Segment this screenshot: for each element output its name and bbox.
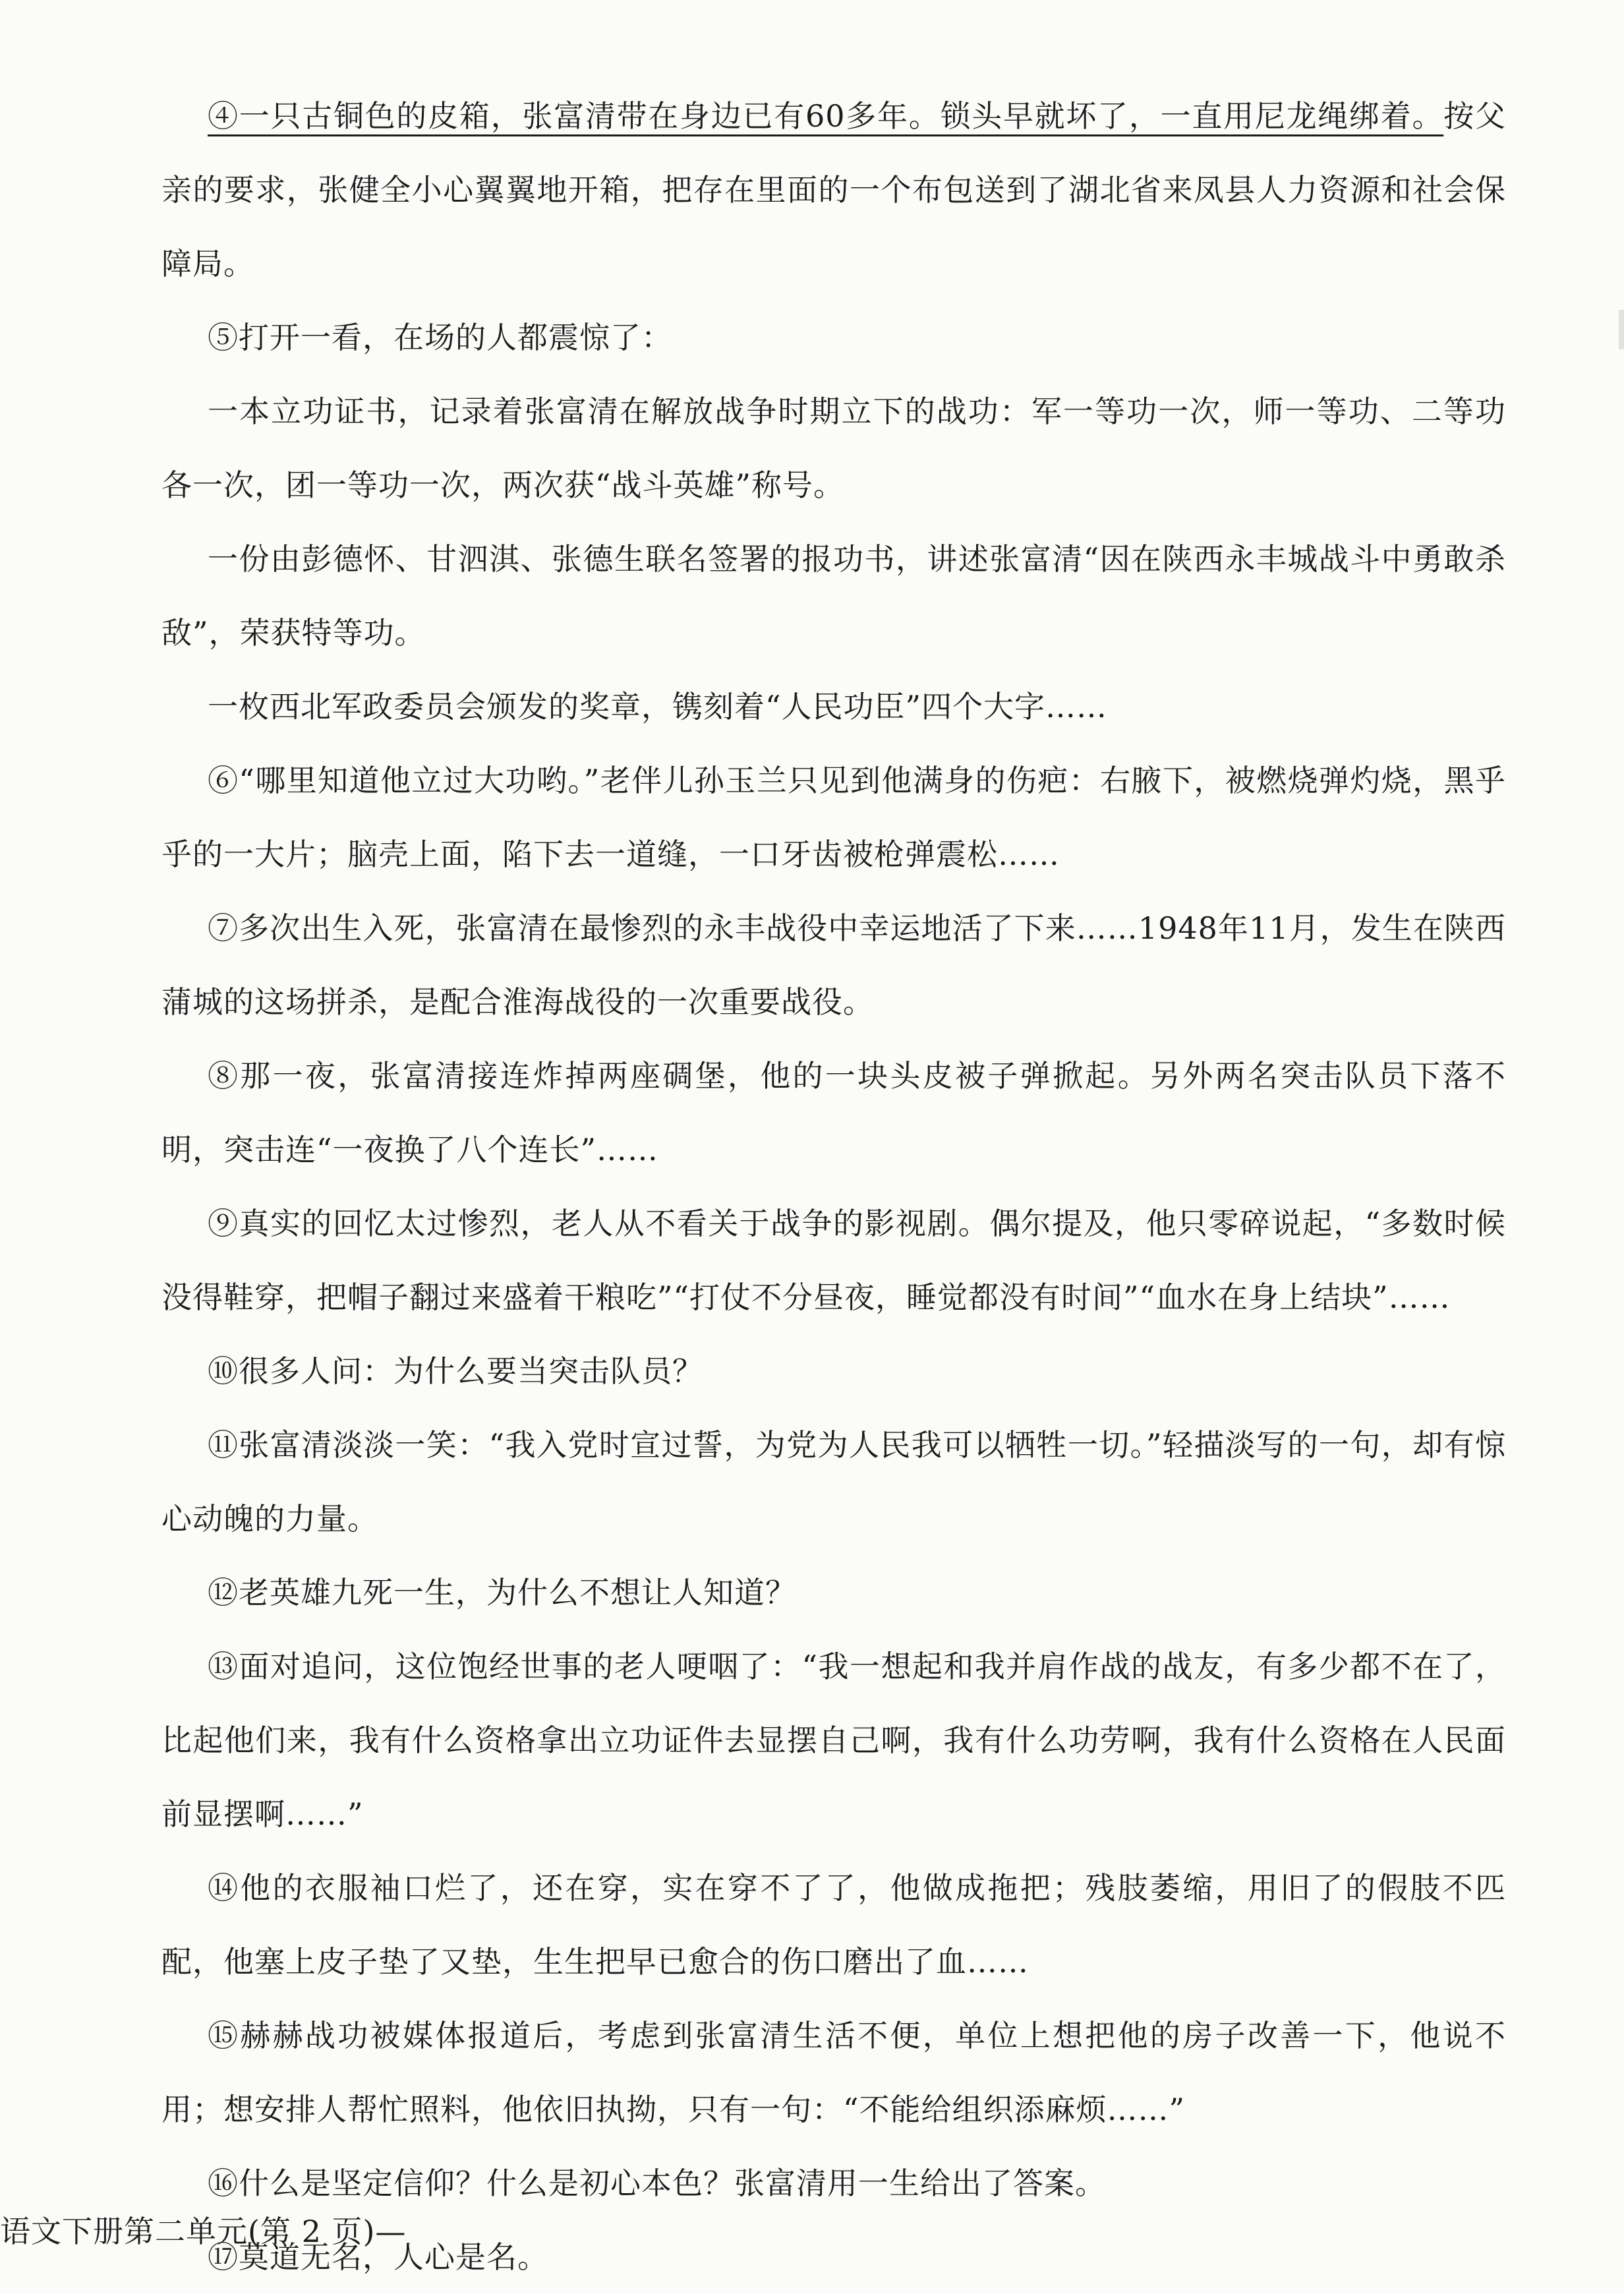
- underlined-sentence: ④一只古铜色的皮箱，张富清带在身边已有60多年。锁头早就坏了，一直用尼龙绳绑着。: [208, 98, 1444, 134]
- paragraph-4: [161, 79, 1506, 301]
- paragraph-14: ⑭他的衣服袖口烂了，还在穿，实在穿不了了，他做成拖把；残肢萎缩，用旧了的假肢不匹配，他塞上皮子垫了又垫，生生把早已愈合的伤口磨出了血……: [161, 1870, 1506, 1980]
- paragraph-5-certificate: 一本立功证书，记录着张富清在解放战争时期立下的战功：军一等功一次，师一等功、二等功各一次，团一等功一次，两次获“战斗英雄”称号。: [161, 394, 1506, 503]
- paragraph-6: ⑥“哪里知道他立过大功哟。”老伴儿孙玉兰只见到他满身的伤疤：右腋下，被燃烧弹灼烧，黑乎乎的一大片；脑壳上面，陷下去一道缝，一口牙齿被枪弹震松……: [161, 763, 1506, 872]
- page-edge-mark: [1619, 310, 1624, 349]
- paragraph-10: ⑩很多人问：为什么要当突击队员？: [208, 1353, 703, 1389]
- article-body: [161, 79, 1506, 2294]
- paragraph-17: ⑰莫道无名，人心是名。: [208, 2239, 548, 2275]
- paragraph-12: ⑫老英雄九死一生，为什么不想让人知道？: [208, 1575, 796, 1610]
- paragraph-8: ⑧那一夜，张富清接连炸掉两座碉堡，他的一块头皮被子弹掀起。另外两名突击队员下落不明，突击连“一夜换了八个连长”……: [161, 1058, 1506, 1167]
- paragraph-9: ⑨真实的回忆太过惨烈，老人从不看关于战争的影视剧。偶尔提及，他只零碎说起，“多数时候没得鞋穿，把帽子翻过来盛着干粮吃”“打仗不分昼夜，睡觉都没有时间”“血水在身上结块”……: [161, 1206, 1506, 1315]
- paragraph-15: ⑮赫赫战功被媒体报道后，考虑到张富清生活不便，单位上想把他的房子改善一下，他说不用；想安排人帮忙照料，他依旧执拗，只有一句：“不能给组织添麻烦……”: [161, 2018, 1506, 2127]
- paragraph-5: ⑤打开一看，在场的人都震惊了：: [208, 320, 672, 355]
- paragraph-13: ⑬面对追问，这位饱经世事的老人哽咽了：“我一想起和我并肩作战的战友，有多少都不在了，比起他们来，我有什么资格拿出立功证件去显摆自己啊，我有什么功劳啊，我有什么资格在人民面前显摆啊……”: [161, 1649, 1506, 1832]
- paragraph-5-medal: 一枚西北军政委员会颁发的奖章，镌刻着“人民功臣”四个大字……: [208, 689, 1108, 724]
- paragraph-16: ⑯什么是坚定信仰？什么是初心本色？张富清用一生给出了答案。: [208, 2165, 1106, 2201]
- page-footer: 语文下册第二单元(第 2 页)—: [0, 2214, 407, 2249]
- paragraph-4-rest: 按父亲的要求，张健全小心翼翼地开箱，把存在里面的一个布包送到了湖北省来凤县人力资源和社会保障局。: [161, 98, 1506, 281]
- paragraph-5-report: 一份由彭德怀、甘泗淇、张德生联名签署的报功书，讲述张富清“因在陕西永丰城战斗中勇敢杀敌”，荣获特等功。: [161, 541, 1506, 651]
- paragraph-7: ⑦多次出生入死，张富清在最惨烈的永丰战役中幸运地活了下来……1948年11月，发生在陕西蒲城的这场拼杀，是配合淮海战役的一次重要战役。: [161, 910, 1506, 1020]
- paragraph-11: ⑪张富清淡淡一笑：“我入党时宣过誓，为党为人民我可以牺牲一切。”轻描淡写的一句，却有惊心动魄的力量。: [161, 1427, 1506, 1537]
